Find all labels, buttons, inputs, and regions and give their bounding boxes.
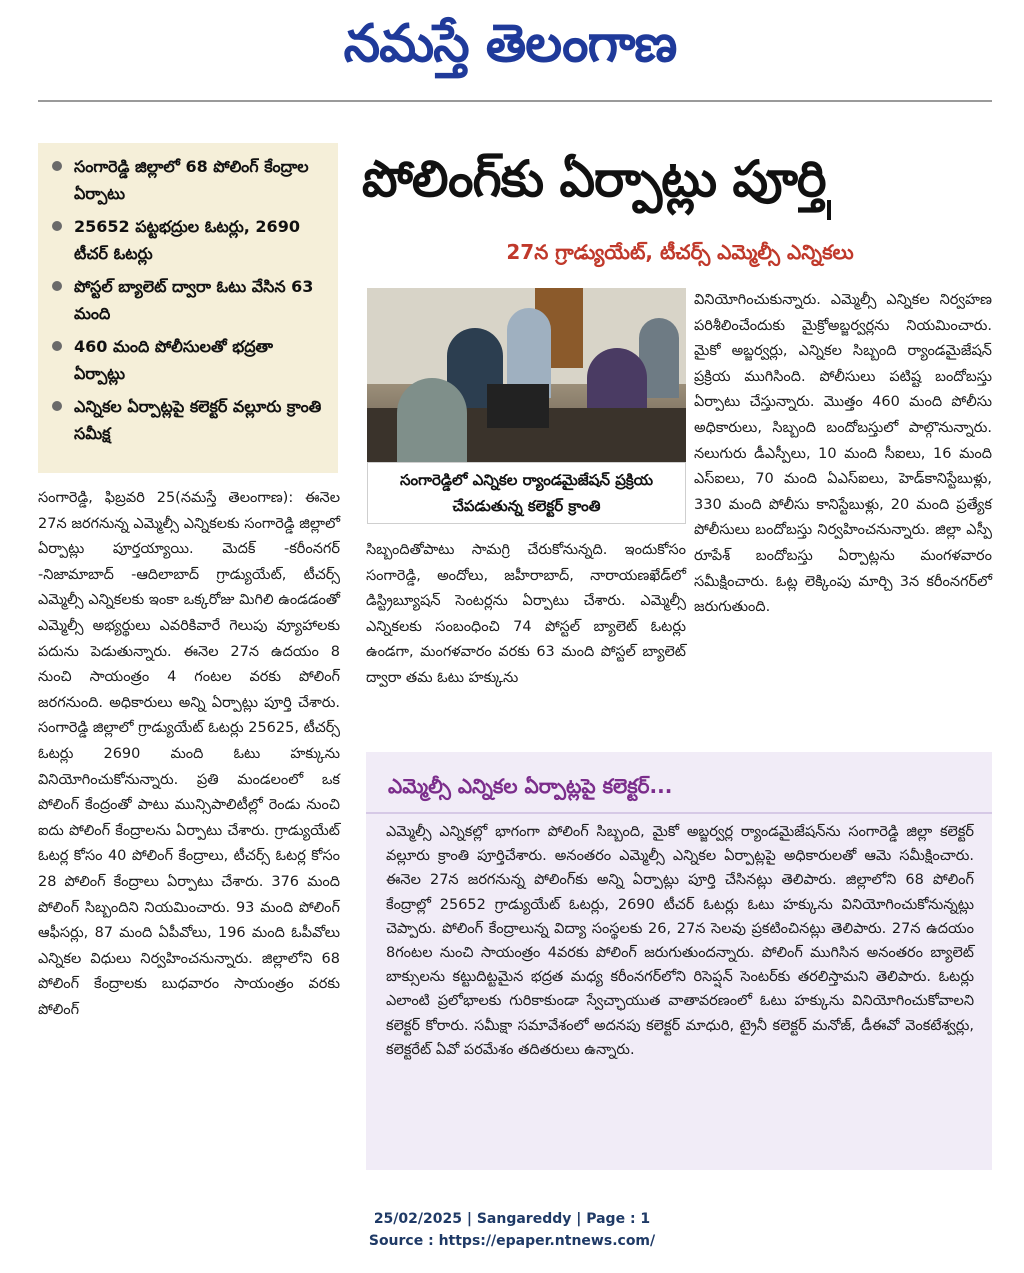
photo-person (397, 378, 467, 462)
photo-monitor (487, 384, 549, 428)
sidebar-story-divider (366, 812, 992, 814)
highlight-text: 25652 పట్టభద్రుల ఓటర్లు, 2690 టీచర్ ఓటర్లు (74, 217, 300, 263)
bullet-icon (52, 161, 62, 171)
masthead-title: నమస్తే తెలంగాణ (343, 13, 677, 74)
headline-accent-bar (827, 200, 831, 220)
bullet-icon (52, 341, 62, 351)
highlight-text: సంగారెడ్డి జిల్లాలో 68 పోలింగ్ కేంద్రాల ఏర్పాటు (74, 157, 309, 203)
bullet-icon (52, 221, 62, 231)
article-text: వినియోగించుకున్నారు. ఎమ్మెల్సీ ఎన్నికల నిర్వహణ పరిశీలించేందుకు మైక్రోఅబ్జర్వర్లను నియమించారు. మైకో అబ్జర్వర్లు, ఎన్నికల సిబ్బంది ర్యాండమైజేషన్ ప్రక్రియ ముగిసింది. పోలీసులు పటిష్ట బందోబస్తు ఏర్పాటు చేస్తున్నారు. మొత్తం 460 మంది పోలీసు అధికారులు, సిబ్బంది బందోబస్తులో పాల్గొనున్నారు. నలుగురు డీఎస్పీలు, 10 మంది సీఐలు, 16 మంది ఎస్ఐలు, 70 మంది ఏఎస్ఐలు, హెడ్‌కానిస్టేబుళ్లు, 330 మంది పోలీసు కానిస్టేబుళ్లు, 20 మంది ప్రత్యేక పోలీసులు బందోబస్తు నిర్వహించనున్నారు. జిల్లా ఎస్పీ రూపేశ్ బందోబస్తు ఏర్పాట్లను మంగళవారం సమీక్షించారు. ఓట్ల లెక్కింపు మార్చి 3న కరీంనగర్‌లో జరుగుతుంది. (694, 292, 992, 616)
article-headline: పోలింగ్‌కు ఏర్పాట్లు పూర్తి (362, 150, 826, 208)
article-column-left (38, 486, 340, 1023)
highlight-item (52, 213, 326, 267)
bullet-icon (52, 281, 62, 291)
highlight-item (52, 333, 326, 387)
article-photo (367, 288, 686, 462)
footer-source-line: Source : https://epaper.ntnews.com/ (368, 1233, 656, 1249)
photo-caption: సంగారెడ్డిలో ఎన్నికల ర్యాండమైజేషన్ ప్రక్రియ చేపడుతున్న కలెక్టర్ క్రాంతి (367, 462, 686, 524)
sidebar-story-box (366, 752, 992, 1170)
highlight-item (52, 153, 326, 207)
highlights-box (38, 143, 338, 473)
highlight-text: పోస్టల్ బ్యాలెట్ ద్వారా ఓటు వేసిన 63 మంది (74, 277, 314, 323)
article-text: సంగారెడ్డి, ఫిబ్రవరి 25(నమస్తే తెలంగాణ): ఈనెల 27న జరగనున్న ఎమ్మెల్సీ ఎన్నికలకు సంగారెడ్డి జిల్లాలో ఏర్పాట్లు పూర్తయ్యాయి. మెదక్ -కరీంనగర్ -నిజామాబాద్ -ఆదిలాబాద్ గ్రాడ్యుయేట్, టీచర్స్ ఎమ్మెల్సీ ఎన్నికలకు ఇంకా ఒక్కరోజు మిగిలి ఉండడంతో ఎమ్మెల్సీ అభ్యర్థులు ఎవరికివారే గెలుపు వ్యూహాలకు పదును పెడుతున్నారు. ఈనెల 27న ఉదయం 8 నుంచి సాయంత్రం 4 గంటల వరకు పోలింగ్ జరగనుంది. అధికారులు అన్ని ఏర్పాట్లు పూర్తి చేశారు. సంగారెడ్డి జిల్లాలో గ్రాడ్యుయేట్ ఓటర్లు 25625, టీచర్స్ ఓటర్లు 2690 మంది ఓటు హక్కును వినియోగించుకోనున్నారు. ప్రతి మండలంలో ఒక పోలింగ్ కేంద్రంతో పాటు మున్సిపాలిటీల్లో రెండు నుంచి ఐదు పోలింగ్ కేంద్రాలను ఏర్పాటు చేశారు. గ్రాడ్యుయేట్ ఓటర్ల కోసం 40 పోలింగ్ కేంద్రాలు, టీచర్స్ ఓటర్ల కోసం 28 పోలింగ్ కేంద్రాలు ఏర్పాటు చేశారు. 376 మంది పోలింగ్ సిబ్బందిని నియమించారు. 93 మంది పోలింగ్ ఆఫీసర్లు, 87 మంది ఏపీవోలు, 196 మంది ఓపీవోలు ఎన్నికల విధులు నిర్వహించనున్నారు. జిల్లాలోని 68 పోలింగ్ కేంద్రాలకు బుధవారం సాయంత్రం వరకు పోలింగ్ (38, 490, 340, 1018)
highlight-item (52, 273, 326, 327)
sidebar-story-body: ఎమ్మెల్సీ ఎన్నికల్లో భాగంగా పోలింగ్ సిబ్బంది, మైకో అబ్జర్వర్ల ర్యాండమైజేషన్‌ను సంగారెడ్డి జిల్లా కలెక్టర్ వల్లూరు క్రాంతి పూర్తిచేశారు. అనంతరం ఎమ్మెల్సీ ఎన్నికల ఏర్పాట్లపై అధికారులతో ఆమె సమీక్షించారు. ఈనెల 27న జరగనున్న పోలింగ్‌కు అన్ని ఏర్పాట్లు పూర్తి చేసినట్లు తెలిపారు. జిల్లాలోని 68 పోలింగ్ కేంద్రాల్లో 25652 గ్రాడ్యుయేట్ ఓటర్లు, 2690 టీచర్ ఓటర్లు ఓటు హక్కును వినియోగించుకోనున్నట్లు చెప్పారు. పోలింగ్ కేంద్రాలున్న విద్యా సంస్థలకు 26, 27న సెలవు ప్రకటించినట్లు తెలిపారు. 27న ఉదయం 8గంటల నుంచి సాయంత్రం 4వరకు పోలింగ్ జరుగుతుందన్నారు. పోలింగ్ ముగిసిన అనంతరం బ్యాలెట్ బాక్సులను కట్టుదిట్టమైన భద్రత మధ్య కరీంనగర్‌లోని రిసెప్షన్ సెంటర్‌కు తరలిస్తామని తెలిపారు. ఓటర్లు ఎలాంటి ప్రలోభాలకు గురికాకుండా స్వేచ్ఛాయుత వాతావరణంలో ఓటు హక్కును వినియోగించుకోవాలని కలెక్టర్ కోరారు. సమీక్షా సమావేశంలో అదనపు కలెక్టర్ మాధురి, ట్రైనీ కలెక్టర్ మనోజ్, డీఈవో వెంకటేశ్వర్లు, కలెక్టరేట్ ఏవో పరమేశం తదితరులు ఉన్నారు. (386, 824, 974, 1058)
top-divider (38, 100, 992, 102)
highlight-text: ఎన్నికల ఏర్పాట్లపై కలెక్టర్ వల్లూరు క్రాంతి సమీక్ష (74, 397, 322, 443)
article-text: సిబ్బందితోపాటు సామగ్రి చేరుకోనున్నది. ఇందుకోసం సంగారెడ్డి, అందోలు, జహీరాబాద్, నారాయణఖేడ్‌లో డిస్ట్రిబ్యూషన్ సెంటర్లను ఏర్పాటు చేశారు. ఎమ్మెల్సీ ఎన్నికలకు సంబంధించి 74 పోస్టల్ బ్యాలెట్ ఓటర్లు ఉండగా, మంగళవారం వరకు 63 మంది పోస్టల్ బ్యాలెట్ ద్వారా తమ ఓటు హక్కును (366, 542, 686, 686)
page-footer (0, 1208, 1024, 1252)
article-subhead: 27న గ్రాడ్యుయేట్, టీచర్స్ ఎమ్మెల్సీ ఎన్నికలు (506, 240, 854, 264)
sidebar-story-headline: ఎమ్మెల్సీ ఎన్నికల ఏర్పాట్లపై కలెక్టర్... (388, 774, 673, 798)
highlight-item (52, 393, 326, 447)
article-column-right (694, 288, 992, 621)
bullet-icon (52, 401, 62, 411)
footer-date-line: 25/02/2025 | Sangareddy | Page : 1 (373, 1211, 651, 1227)
highlight-text: 460 మంది పోలీసులతో భద్రతా ఏర్పాట్లు (74, 337, 273, 383)
article-column-middle (366, 538, 686, 692)
